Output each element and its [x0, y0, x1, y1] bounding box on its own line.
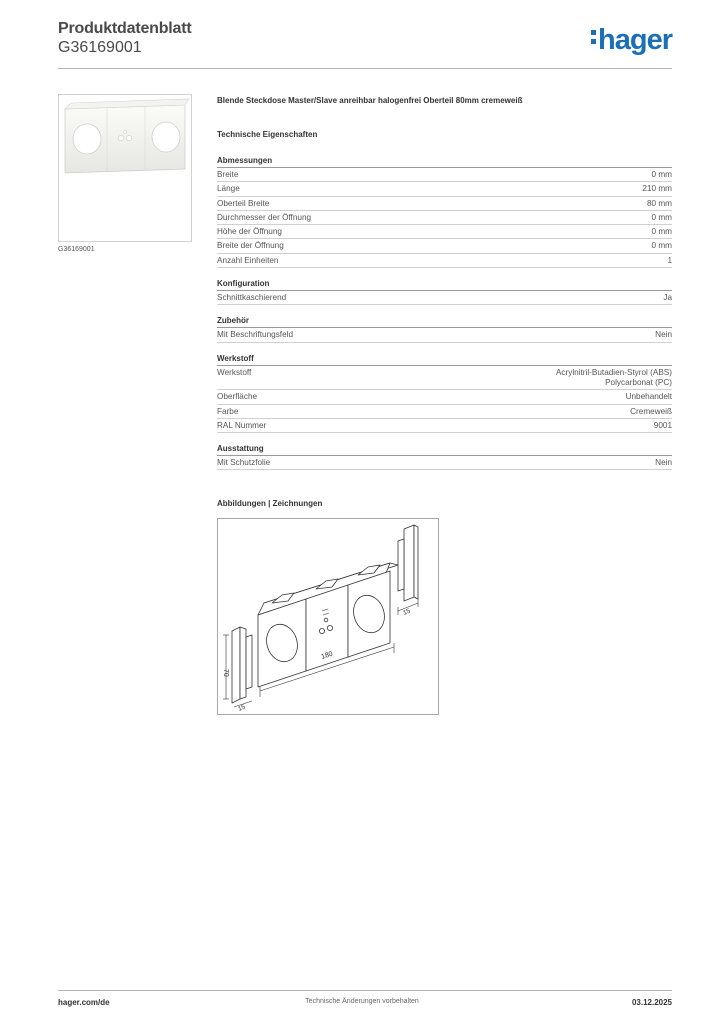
spec-value-line: Polycarbonat (PC)	[605, 377, 672, 387]
spec-value-line: Nein	[655, 458, 672, 468]
spec-value-line: 1	[667, 255, 672, 265]
spec-section	[217, 443, 672, 470]
spec-value	[652, 227, 672, 237]
spec-value-line: Cremeweiß	[630, 406, 672, 416]
drawing-title: Abbildungen | Zeichnungen	[217, 499, 323, 508]
product-description: Blende Steckdose Master/Slave anreihbar halogenfrei Oberteil 80mm cremeweiß	[217, 96, 523, 105]
spec-row	[217, 225, 672, 239]
spec-value-line: 0 mm	[651, 241, 672, 251]
spec-label: Höhe der Öffnung	[217, 227, 282, 237]
product-image	[58, 94, 192, 242]
dimension-length-label: 180	[320, 650, 334, 661]
footer-divider	[58, 990, 672, 991]
spec-value-line: Ja	[663, 293, 672, 303]
hager-logo	[591, 24, 672, 57]
spec-row	[217, 239, 672, 253]
spec-row	[217, 405, 672, 419]
footer-website-link[interactable]: hager.com/de	[58, 998, 110, 1007]
spec-value-line: 0 mm	[651, 227, 672, 237]
spec-value	[667, 256, 672, 266]
spec-row	[217, 211, 672, 225]
logo-dots-icon	[591, 29, 597, 47]
spec-label: Anzahl Einheiten	[217, 255, 279, 265]
document-title: Produktdatenblatt	[58, 20, 192, 37]
spec-value-line: Acrylnitril-Butadien-Styrol (ABS)	[555, 367, 672, 377]
spec-value	[655, 458, 672, 468]
spec-label: Oberteil Breite	[217, 198, 270, 208]
spec-value	[642, 184, 672, 194]
spec-row	[217, 366, 672, 391]
spec-value	[647, 199, 672, 209]
dimension-drawing-icon	[218, 519, 438, 714]
spec-value-line: 210 mm	[642, 184, 672, 194]
spec-value-line: 80 mm	[646, 198, 672, 208]
section-title: Ausstattung	[217, 443, 672, 456]
spec-row	[217, 254, 672, 268]
spec-value	[556, 368, 672, 389]
spec-row	[217, 168, 672, 182]
spec-label: Mit Schutzfolie	[217, 458, 271, 468]
spec-value	[626, 392, 672, 402]
spec-value	[652, 241, 672, 251]
spec-row	[217, 419, 672, 433]
spec-section	[217, 278, 672, 305]
spec-label: Breite	[217, 170, 239, 179]
spec-label: Durchmesser der Öffnung	[217, 212, 312, 222]
section-title: Konfiguration	[217, 278, 672, 291]
spec-section	[217, 155, 672, 268]
spec-value	[652, 170, 672, 180]
spec-row	[217, 182, 672, 196]
spec-value-line: 0 mm	[651, 170, 672, 179]
spec-label: Länge	[217, 184, 240, 194]
spec-label: Breite der Öffnung	[217, 241, 284, 251]
spec-value	[655, 330, 672, 340]
spec-value-line: Nein	[655, 330, 672, 340]
spec-row	[217, 328, 672, 342]
spec-value	[654, 421, 672, 431]
footer-notice: Technische Änderungen vorbehalten	[305, 998, 419, 1005]
tech-properties-heading: Technische Eigenschaften	[217, 130, 318, 139]
dimension-end-right-label: 15	[402, 607, 412, 617]
section-title: Abmessungen	[217, 155, 672, 168]
spec-label: Oberfläche	[217, 392, 258, 402]
spec-label: Schnittkaschierend	[217, 293, 287, 303]
dimension-height-label: 70	[222, 669, 229, 677]
spec-row	[217, 456, 672, 470]
logo-text: hager	[598, 24, 672, 56]
spec-row	[217, 390, 672, 404]
spec-value-line: 9001	[653, 420, 672, 430]
spec-value-line: 0 mm	[651, 212, 672, 222]
spec-section	[217, 315, 672, 342]
spec-content	[217, 96, 672, 480]
spec-label: RAL Nummer	[217, 420, 267, 430]
spec-section	[217, 353, 672, 433]
spec-value	[652, 213, 672, 223]
spec-label: Werkstoff	[217, 367, 252, 377]
footer-date: 03.12.2025	[631, 998, 672, 1007]
section-title: Werkstoff	[217, 353, 672, 366]
spec-value	[663, 293, 672, 303]
spec-label: Farbe	[217, 406, 239, 416]
section-title: Zubehör	[217, 315, 672, 328]
image-caption: G36169001	[58, 246, 95, 253]
dimension-end-left-label: 15	[237, 703, 247, 713]
spec-value-line: Unbehandelt	[625, 392, 672, 402]
spec-row	[217, 291, 672, 305]
spec-label: Mit Beschriftungsfeld	[217, 330, 293, 340]
spec-row	[217, 197, 672, 211]
page-header	[58, 20, 672, 68]
spec-value	[630, 407, 672, 417]
product-code: G36169001	[58, 39, 142, 56]
product-photo-icon	[59, 95, 191, 241]
header-divider	[58, 68, 672, 69]
spec-sections	[217, 155, 672, 470]
technical-drawing	[217, 518, 439, 715]
